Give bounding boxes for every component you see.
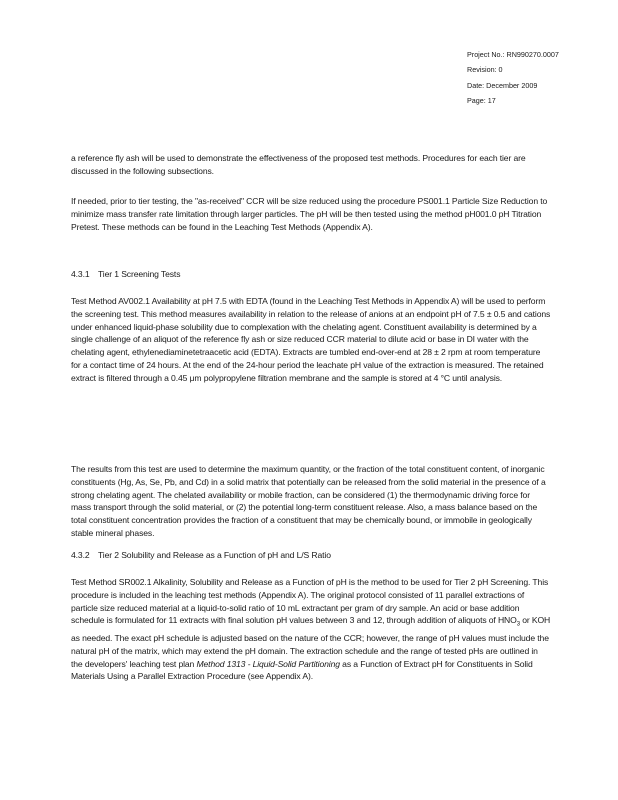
intro-paragraph: a reference fly ash will be used to demonstrate the effectiveness of the proposed test methods. Procedures for each tier are discussed in the following subsections.: [71, 153, 526, 176]
section-title: Tier 2 Solubility and Release as a Function of pH and L/S Ratio: [98, 550, 331, 560]
size-reduction-paragraph: If needed, prior to tier testing, the "as-received" CCR will be size reduced using the procedure PS001.1 Particle Size Reduction to minimize mass transfer rate limitation through larger particles. The pH will be then tested using the method pH001.0 pH Titration Pretest. These methods can be found in the Leaching Test Methods (Appendix A).: [71, 196, 548, 232]
section-number: 4.3.2: [71, 550, 90, 560]
section-heading-4-3-2: [71, 549, 331, 561]
tier2-text-part3: as a Function of Extract pH for Constituents in Solid Materials Using a Parallel Extraction Procedure (see Appendix A).: [71, 658, 533, 682]
project-number: Project No.: RN990270.0007: [467, 50, 559, 59]
page-header: [467, 47, 607, 108]
tier2-method-paragraph: [71, 576, 551, 683]
subscript-3: 3: [516, 622, 520, 629]
revision: Revision: 0: [467, 65, 503, 75]
tier2-text-part2: or KOH as needed. The exact pH schedule is adjusted based on the nature of the CCR; however, the range of pH values must include the natural pH of the matrix, which may extend the pH domain. The extraction schedule and the range of tested pHs are outlined in the developers' leaching test plan: [71, 615, 551, 669]
tier2-text-part1: Test Method SR002.1 Alkalinity, Solubility and Release as a Function of pH is the method to be used for Tier 2 pH Screening. This procedure is included in the leaching test methods (Appendix A). The original protocol consisted of 11 parallel extractions of particle size reduced material at a liquid-to-solid ratio of 10 mL extractant per gram of dry sample. An acid or base addition schedule is formulated for 11 extracts with final solution pH values between 3 and 12, through addition of aliquots of HNO: [71, 577, 549, 626]
method-1313-title: Method 1313 - Liquid-Solid Partitioning: [196, 658, 340, 669]
date: Date: December 2009: [467, 80, 538, 90]
section-title: Tier 1 Screening Tests: [98, 269, 181, 279]
section-heading-4-3-1: [71, 268, 180, 280]
tier1-results-paragraph: The results from this test are used to determine the maximum quantity, or the fraction of the total constituent content, of inorganic constituents (Hg, As, Se, Pb, and Cd) in a solid matrix that potentially can be released from the solid material in the presence of a strong chelating agent. The chelated availability or mobile fraction, can be considered (1) the thermodynamic driving force for mass transport through the solid material, or (2) the potential long-term constituent release. Also, a mass balance based on the total constituent concentration provides the fraction of a constituent that may be chemically bound, or immobile in geologically stable mineral phases.: [71, 464, 546, 538]
tier1-method-paragraph: Test Method AV002.1 Availability at pH 7.5 with EDTA (found in the Leaching Test Methods in Appendix A) will be used to perform the screening test. This method measures availability in relation to the release of anions at an endpoint pH of 7.5 ± 0.5 and cations under enhanced liquid-phase solubility due to complexation with the chelating agent. Constituent availability is determined by a single challenge of an aliquot of the reference fly ash or size reduced CCR material to dilute acid or base in DI water with the chelating agent, ethylenediaminetetraacetic acid (EDTA). Extracts are tumbled end-over-end at 28 ± 2 rpm at room temperature for a contact time of 24 hours. At the end of the 24-hour period the leachate pH value of the extraction is measured. The retained extract is filtered through a 0.45 μm polypropylene filtration membrane and the sample is stored at 4 °C until analysis.: [71, 296, 551, 383]
page-number: Page: 17: [467, 95, 496, 105]
section-number: 4.3.1: [71, 269, 90, 279]
